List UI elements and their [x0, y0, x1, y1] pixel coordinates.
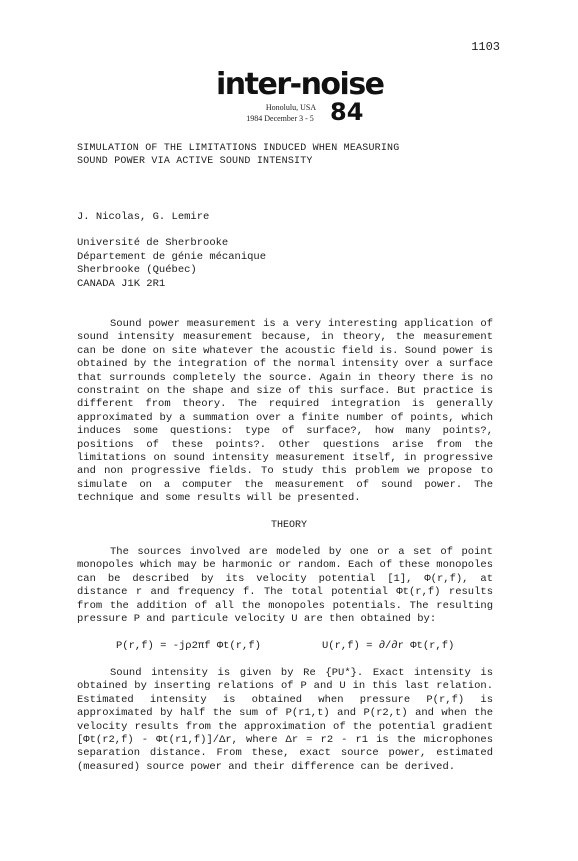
pressure-equation: P(r,f) = -jρ2πf Φt(r,f)	[116, 640, 261, 652]
affiliation-line-3: Sherbrooke (Québec)	[77, 264, 197, 276]
title-line-2: SOUND POWER VIA ACTIVE SOUND INTENSITY	[77, 156, 313, 167]
logo-wordmark: inter-noise	[216, 67, 384, 102]
affiliation-line-1: Université de Sherbrooke	[77, 237, 229, 249]
paper-title	[77, 142, 399, 168]
title-line-1: SIMULATION OF THE LIMITATIONS INDUCED WHEN MEASURING	[77, 143, 400, 154]
velocity-equation: U(r,f) = ∂/∂r Φt(r,f)	[322, 640, 455, 652]
page-number: 1103	[471, 40, 500, 54]
affiliation-line-2: Département de génie mécanique	[77, 250, 267, 263]
affiliation-line-4: CANADA J1K 2R1	[77, 277, 166, 290]
author-affiliation	[77, 237, 266, 291]
intensity-paragraph: Sound intensity is given by Re {PU*}. Exact intensity is obtained by inserting relations of P and U in this last relation. Estimated intensity is obtained when pressure P(r,f) is approximated by half the sum of P(r1,t) and P(r2,t) and when the velocity results from the approximation of the potential gradient [Φt(r2,f) - Φt(r1,f)]/Δr, where Δr = r2 - r1 is the microphones separation distance. From these, exact source power, estimated (measured) source power and their difference can be derived.	[77, 667, 493, 773]
conference-logo	[216, 67, 386, 140]
theory-paragraph: The sources involved are modeled by one or a set of point monopoles which may be harmonic or random. Each of these monopoles can be described by its velocity potential [1], Φ(r,f), at distance r and frequency f. The total potential Φt(r,f) results from the addition of all the monopoles potentials. The resulting pressure P and particule velocity U are then obtained by:	[77, 546, 493, 626]
logo-location: Honolulu, USA	[265, 103, 317, 112]
section-heading: THEORY	[270, 520, 307, 531]
intro-paragraph: Sound power measurement is a very interesting application of sound intensity measurement because, in theory, the measurement can be done on site whatever the acoustic field is. Sound power is obtained by the integration of the normal intensity over a surface that surrounds completely the source. Again in theory there is no constraint on the shape and size of this surface. But practice is different from theory. The required integration is generally approximated by a summation over a finite number of points, which induces some questions: type of surface?, how many points?, positions of these points?. Other questions arise from the limitations on sound intensity measurement itself, in progressive and non progressive fields. To study this problem we propose to simulate on a computer the measurement of sound power. The technique and some results will be presented.	[77, 318, 493, 505]
logo-dates: 1984 December 3 - 5	[246, 114, 314, 123]
logo-year: 84	[330, 98, 364, 126]
author-list: J. Nicolas, G. Lemire	[77, 211, 210, 223]
